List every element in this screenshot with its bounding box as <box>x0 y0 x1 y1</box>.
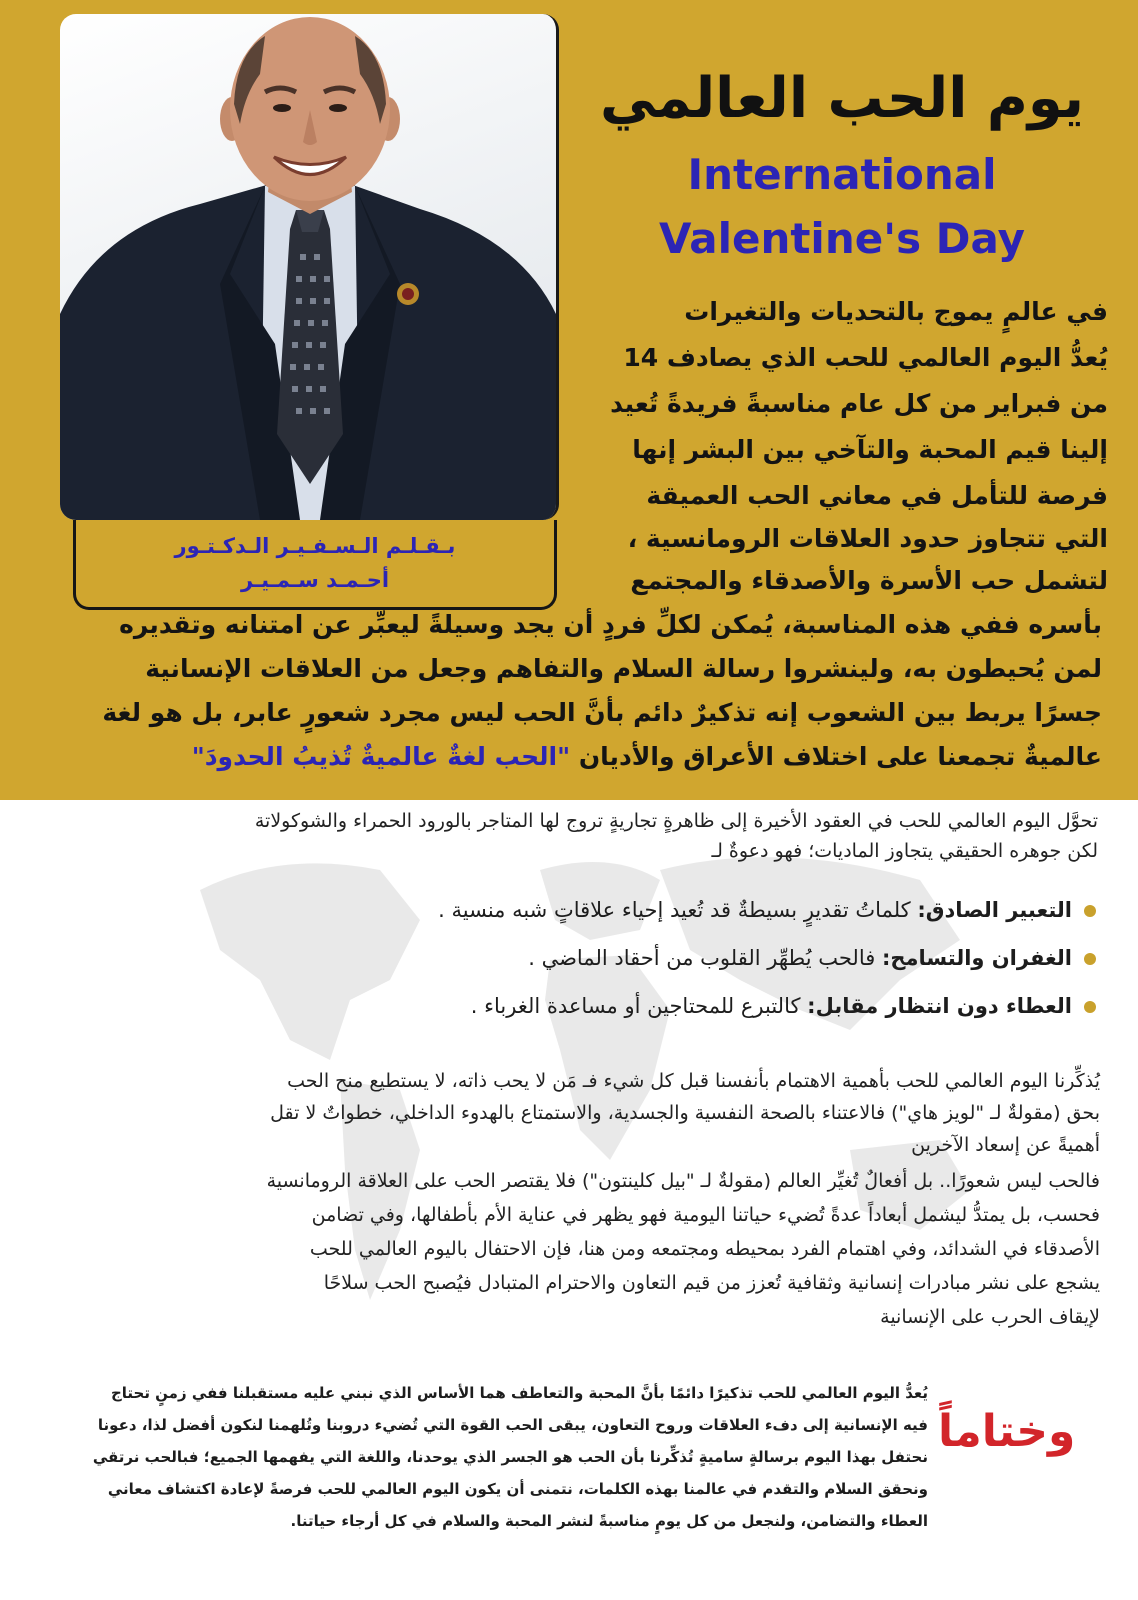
bullet-term: العطاء دون انتظار مقابل: <box>807 994 1072 1018</box>
author-photo <box>60 14 559 520</box>
paragraph-line: يشجع على نشر مبادرات إنسانية وثقافية تُعزز من قيم التعاون والاحترام المتبادل فيُصبح الحب سلاحًا <box>323 1272 1100 1294</box>
intro-line-with-quote <box>192 742 1102 771</box>
bullet-dot-icon <box>1084 1001 1096 1013</box>
closing-line: يُعدُّ اليوم العالمي للحب تذكيرًا دائمًا بأنَّ المحبة والتعاطف هما الأساس الذي نبني عليه مستقبلنا ففي زمنٍ تحتاج <box>110 1384 928 1402</box>
bullet-text: فالحب يُطهِّر القلوب من أحقاد الماضي . <box>528 946 876 970</box>
byline-title: بـقـلـم الـسـفـيـر الـدكـتـور <box>174 534 456 558</box>
author-portrait-illustration <box>60 14 556 520</box>
page-title-english-line1: International <box>687 150 997 199</box>
paragraph-line: بحق (مقولةٌ لـ "لويز هاي") فالاعتناء بالصحة النفسية والجسدية، والاستمتاع بالهدوء الداخلي، خطواتٌ لا تقل <box>270 1102 1100 1124</box>
bullet-dot-icon <box>1084 953 1096 965</box>
intro-line: من فبراير من كل عام مناسبةً فريدةً تُعيد <box>610 389 1108 418</box>
paragraph-line: فالحب ليس شعورًا.. بل أفعالٌ تُغيِّر العالم (مقولةٌ لـ "بيل كلينتون") فلا يقتصر الحب على العلاقة الرومانسية <box>266 1170 1100 1192</box>
opening-line: لكن جوهره الحقيقي يتجاوز الماديات؛ فهو دعوةٌ لـ <box>711 840 1098 862</box>
intro-line: التي تتجاوز حدود العلاقات الرومانسية ، <box>627 524 1108 553</box>
page-title-arabic: يوم الحب العالمي <box>599 66 1085 131</box>
bullet-text: كالتبرع للمحتاجين أو مساعدة الغرباء . <box>470 994 801 1018</box>
intro-line: في عالمٍ يموج بالتحديات والتغيرات <box>684 297 1108 326</box>
bullet-dot-icon <box>1084 905 1096 917</box>
intro-line: بأسره ففي هذه المناسبة، يُمكن لكلِّ فردٍ أن يجد وسيلةً ليعبِّر عن امتنانه وتقديره <box>119 610 1102 639</box>
closing-line: نحتفل بهذا اليوم برسالةٍ ساميةٍ تُذكِّرنا بأن الحب هو الجسر الذي يوحدنا، واللغة التي يفهمها الجميع؛ فبالحب نرتقي <box>92 1448 928 1466</box>
bullet-item <box>528 946 1096 970</box>
intro-line: إلينا قيم المحبة والتآخي بين البشر إنها <box>632 435 1108 464</box>
opening-line: تحوَّل اليوم العالمي للحب في العقود الأخيرة إلى ظاهرةٍ تجاريةٍ تروج لها المتاجر بالورود الحمراء والشوكولاتة <box>254 810 1098 832</box>
intro-line: جسرًا يربط بين الشعوب إنه تذكيرٌ دائم بأنَّ الحب ليس مجرد شعورٍ عابر، بل هو لغة <box>102 698 1102 727</box>
intro-line: فرصة للتأمل في معاني الحب العميقة <box>646 481 1108 510</box>
closing-line: فيه الإنسانية إلى دفء العلاقات وروح التعاون، يبقى الحب القوة التي تُضيء دروبنا وتُلهمنا لنكون أفضل لذا، دعونا <box>97 1416 928 1434</box>
bullet-item <box>438 898 1096 922</box>
paragraph-line: لإيقاف الحرب على الإنسانية <box>880 1306 1100 1328</box>
paragraph-line: يُذكِّرنا اليوم العالمي للحب بأهمية الاهتمام بأنفسنا قبل كل شيء فـ مَن لا يحب ذاته، لا يستطيع منح الحب <box>287 1070 1100 1092</box>
intro-last-line: عالميةٌ تجمعنا على اختلاف الأعراق والأديان <box>578 742 1102 771</box>
love-quote: "الحب لغةٌ عالميةٌ تُذيبُ الحدودَ" <box>191 742 571 771</box>
paragraph-line: الأصدقاء في الشدائد، وفي اهتمام الفرد بمحيطه ومجتمعه ومن هنا، فإن الاحتفال باليوم العالمي للحب <box>309 1238 1100 1260</box>
closing-line: ونحقق السلام والتقدم في عالمنا بهذه الكلمات، نتمنى أن يكون اليوم العالمي للحب فرصةً لإعادة اكتشاف معاني <box>107 1480 928 1498</box>
bullet-item <box>471 994 1096 1018</box>
paragraph-line: فحسب، بل يمتدُّ ليشمل أبعاداً عدةً تُضيء حياتنا اليومية فهو يظهر في عناية الأم بأطفالها، وفي تضامن <box>311 1204 1100 1226</box>
intro-line: لمن يُحيطون به، ولينشروا رسالة السلام والتفاهم وجعل من العلاقات الإنسانية <box>145 654 1102 683</box>
closing-label: وختاماً <box>938 1406 1076 1457</box>
byline-name: أحـمـد سـمـيـر <box>240 568 390 592</box>
closing-line: العطاء والتضامن، ولنجعل من كل يومٍ مناسبةً لنشر المحبة والسلام في كل أرجاء حياتنا. <box>290 1512 928 1530</box>
bullet-term: التعبير الصادق: <box>917 898 1072 922</box>
bullet-term: الغفران والتسامح: <box>881 946 1072 970</box>
intro-line: يُعدُّ اليوم العالمي للحب الذي يصادف 14 <box>623 343 1108 372</box>
page-title-english-line2: Valentine's Day <box>659 214 1025 263</box>
author-byline <box>73 520 557 610</box>
intro-line: لتشمل حب الأسرة والأصدقاء والمجتمع <box>630 566 1108 595</box>
bullet-text: كلماتُ تقديرٍ بسيطةٌ قد تُعيد إحياء علاقاتٍ شبه منسية . <box>438 898 911 922</box>
paragraph-line: أهميةً عن إسعاد الآخرين <box>911 1134 1100 1156</box>
